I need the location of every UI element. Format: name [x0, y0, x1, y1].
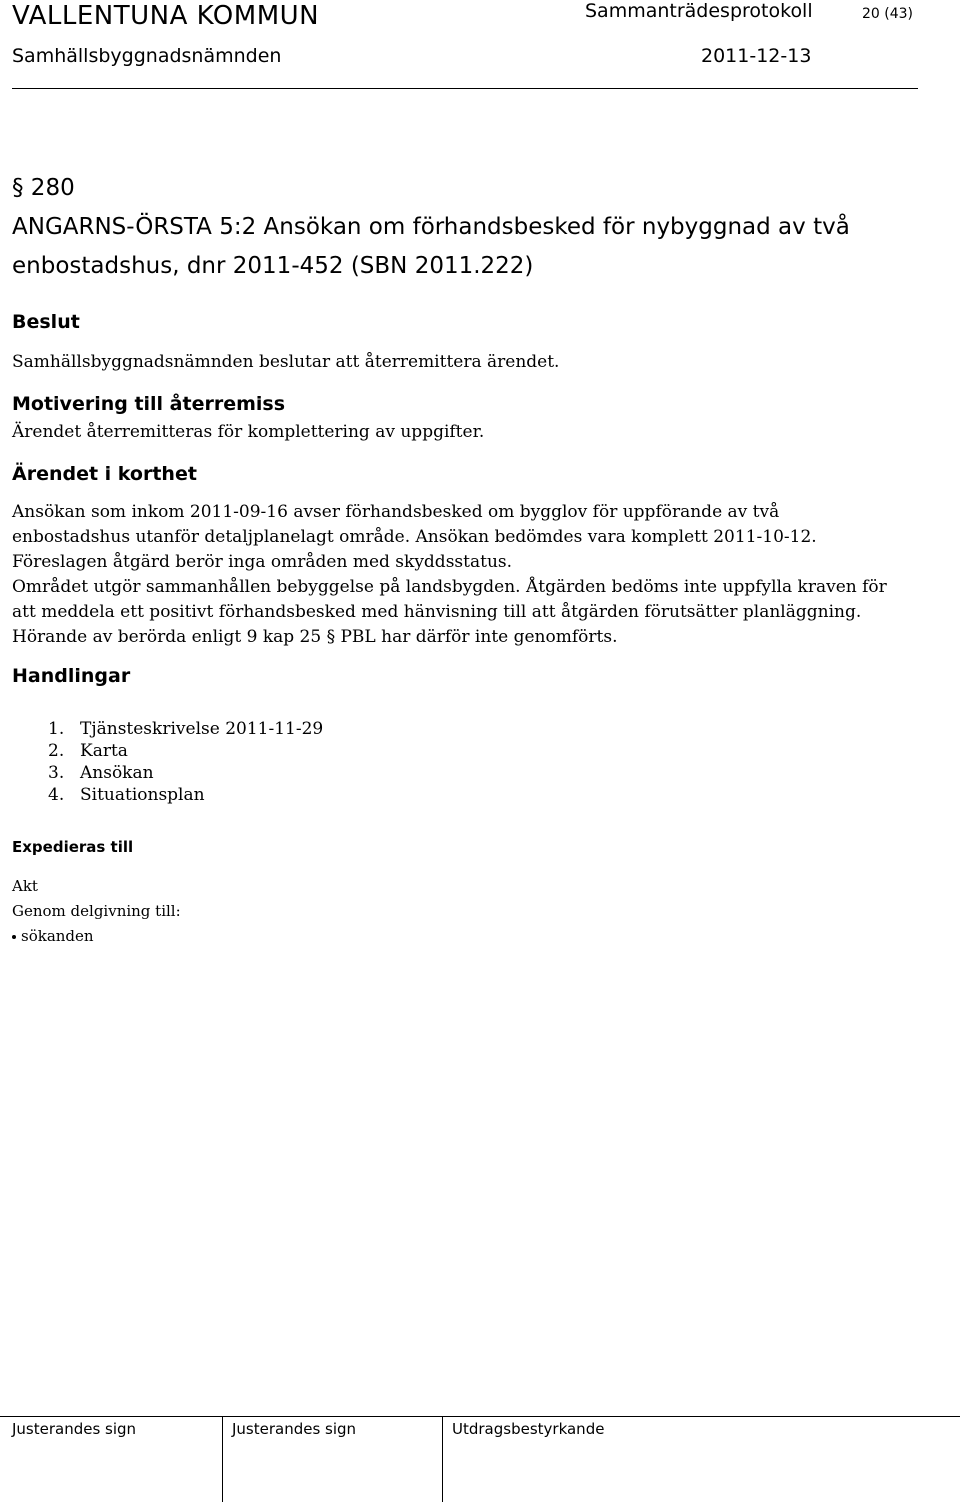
paragraph-number: § 280	[12, 175, 75, 201]
signature-table	[0, 1416, 960, 1502]
list-item	[48, 718, 323, 740]
section-title-line1: ANGARNS-ÖRSTA 5:2 Ansökan om förhandsbesked för nybyggnad av två	[12, 214, 850, 240]
expedieras-heading: Expedieras till	[12, 838, 134, 856]
list-item-text: Karta	[80, 741, 128, 761]
expedieras-recipient	[12, 927, 94, 945]
korthet-line: Hörande av berörda enligt 9 kap 25 § PBL har därför inte genomförts.	[12, 627, 618, 647]
list-item-text: Ansökan	[80, 763, 154, 783]
list-item	[48, 740, 323, 762]
list-item-number: 3.	[48, 763, 65, 783]
document-type: Sammanträdesprotokoll	[585, 0, 813, 22]
signature-label-2: Justerandes sign	[232, 1420, 357, 1438]
list-item-text: Situationsplan	[80, 785, 205, 805]
motivering-text: Ärendet återremitteras för komplettering av uppgifter.	[12, 422, 485, 442]
signature-table-border	[0, 1416, 960, 1417]
signature-label-3: Utdragsbestyrkande	[452, 1420, 605, 1438]
korthet-heading: Ärendet i korthet	[12, 463, 197, 485]
beslut-heading: Beslut	[12, 311, 80, 333]
list-item-number: 4.	[48, 785, 65, 805]
list-item-number: 1.	[48, 719, 65, 739]
signature-label-1: Justerandes sign	[12, 1420, 137, 1438]
signature-column-divider	[442, 1416, 443, 1502]
expedieras-genom: Genom delgivning till:	[12, 902, 181, 920]
korthet-line: Föreslagen åtgärd berör inga områden med skyddsstatus.	[12, 552, 513, 572]
signature-column-divider	[222, 1416, 223, 1502]
korthet-line: enbostadshus utanför detaljplanelagt område. Ansökan bedömdes vara komplett 2011-10-12.	[12, 527, 817, 547]
beslut-text: Samhällsbyggnadsnämnden beslutar att återremittera ärendet.	[12, 352, 560, 372]
list-item	[48, 784, 323, 806]
korthet-body	[12, 500, 887, 650]
list-item	[48, 762, 323, 784]
handlingar-list	[48, 718, 323, 806]
expedieras-akt: Akt	[12, 877, 38, 895]
organization-name: VALLENTUNA KOMMUN	[12, 1, 320, 31]
header-divider	[12, 88, 918, 89]
korthet-line: Ansökan som inkom 2011-09-16 avser förhandsbesked om bygglov för uppförande av två	[12, 502, 780, 522]
meeting-date: 2011-12-13	[701, 45, 812, 67]
bullet-icon	[12, 935, 16, 939]
motivering-heading: Motivering till återremiss	[12, 393, 286, 415]
list-item-number: 2.	[48, 741, 65, 761]
section-title-line2: enbostadshus, dnr 2011-452 (SBN 2011.222)	[12, 253, 534, 279]
recipient-text: sökanden	[21, 927, 94, 945]
korthet-line: Området utgör sammanhållen bebyggelse på landsbygden. Åtgärden bedöms inte uppfylla kraven för	[12, 577, 887, 597]
handlingar-heading: Handlingar	[12, 665, 131, 687]
page-number: 20 (43)	[862, 6, 914, 22]
korthet-line: att meddela ett positivt förhandsbesked med hänvisning till att åtgärden förutsätter planläggning.	[12, 602, 862, 622]
list-item-text: Tjänsteskrivelse 2011-11-29	[80, 719, 324, 739]
committee-name: Samhällsbyggnadsnämnden	[12, 45, 282, 67]
